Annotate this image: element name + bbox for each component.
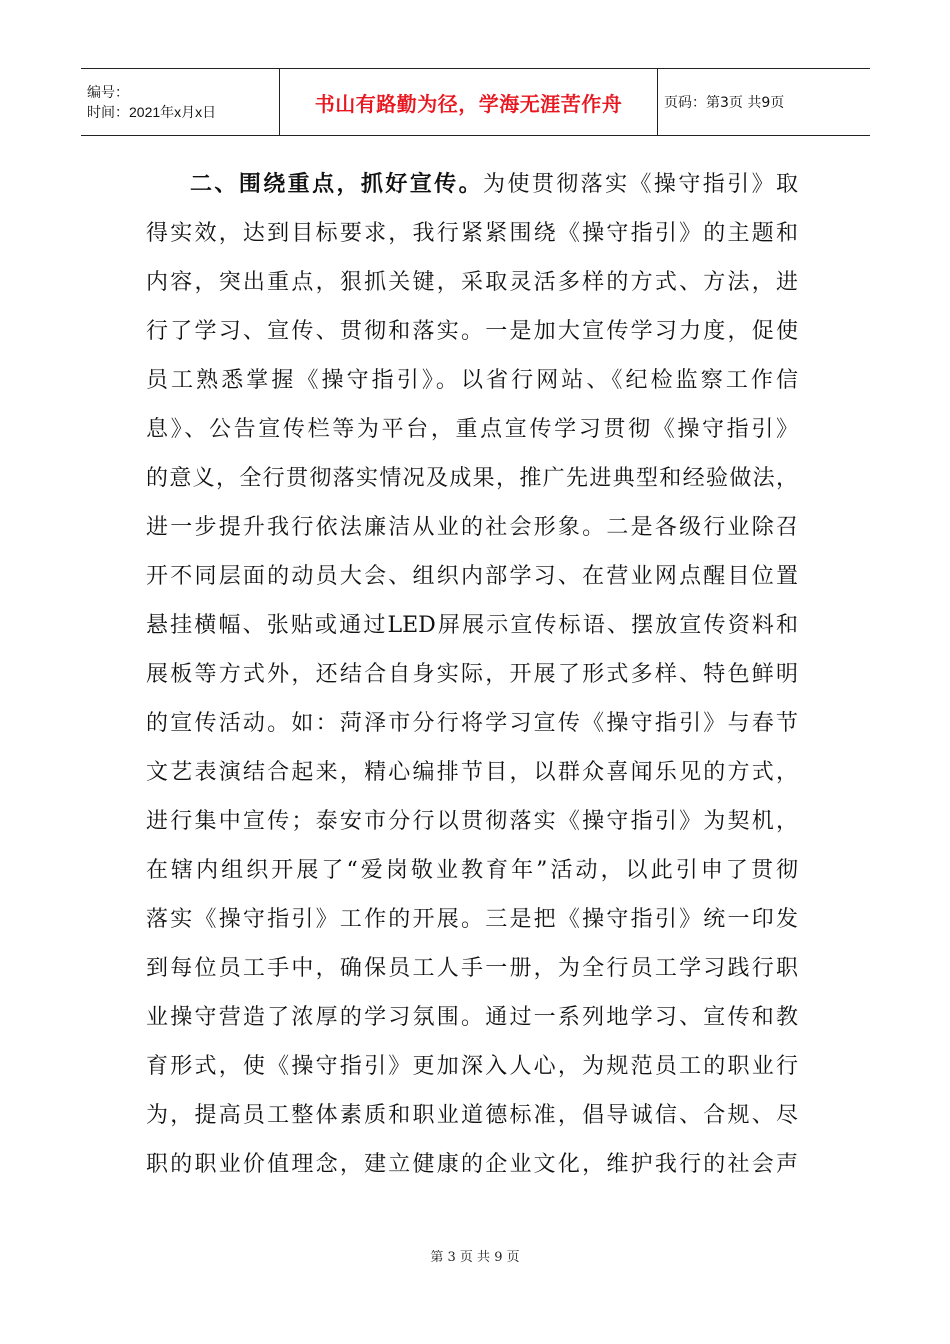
body-paragraph <box>146 160 798 1189</box>
text-line: 的宣传活动。如：菏泽市分行将学习宣传《操守指引》与春节 <box>146 711 798 736</box>
header-page-cell <box>658 69 870 135</box>
text-line-content: 为使贯彻落实《操守指引》取 <box>483 172 798 197</box>
header-motto: 书山有路勤为径，学海无涯苦作舟 <box>314 91 623 116</box>
text-line: 行了学习、宣传、贯彻和落实。一是加大宣传学习力度，促使 <box>146 319 798 344</box>
footer-page-number: 第 3 页 共 9 页 <box>430 1250 520 1265</box>
text-line: 为，提高员工整体素质和职业道德标准，倡导诚信、合规、尽 <box>146 1103 798 1128</box>
section-heading: 二、围绕重点，抓好宣传。 <box>190 172 483 197</box>
document-header <box>81 68 870 136</box>
text-line: 开不同层面的动员大会、组织内部学习、在营业网点醒目位置 <box>146 564 798 589</box>
document-number-label: 编号： <box>87 84 129 100</box>
text-line: 内容，突出重点，狠抓关键，采取灵活多样的方式、方法，进 <box>146 270 798 295</box>
page-footer <box>0 1246 950 1265</box>
text-line: 员工熟悉掌握《操守指引》。以省行网站、《纪检监察工作信 <box>146 368 798 393</box>
header-motto-cell <box>280 69 658 135</box>
text-line <box>146 160 798 209</box>
text-line: 息》、公告宣传栏等为平台，重点宣传学习贯彻《操守指引》 <box>146 417 798 442</box>
text-line: 在辖内组织开展了“爱岗敬业教育年”活动，以此引申了贯彻 <box>146 858 798 883</box>
document-body <box>146 160 798 1189</box>
text-line: 的意义，全行贯彻落实情况及成果，推广先进典型和经验做法， <box>146 466 798 491</box>
text-line: 到每位员工手中，确保员工人手一册，为全行员工学习践行职 <box>146 956 798 981</box>
header-meta <box>81 69 280 135</box>
text-line: 育形式，使《操守指引》更加深入人心，为规范员工的职业行 <box>146 1054 798 1079</box>
text-line: 进一步提升我行依法廉洁从业的社会形象。二是各级行业除召 <box>146 515 798 540</box>
text-line: 得实效，达到目标要求，我行紧紧围绕《操守指引》的主题和 <box>146 221 798 246</box>
text-line: 悬挂横幅、张贴或通过LED屏展示宣传标语、摆放宣传资料和 <box>146 613 798 638</box>
document-date: 时间：2021年x月x日 <box>87 104 217 120</box>
text-line: 文艺表演结合起来，精心编排节目，以群众喜闻乐见的方式， <box>146 760 798 785</box>
text-line: 落实《操守指引》工作的开展。三是把《操守指引》统一印发 <box>146 907 798 932</box>
text-line: 业操守营造了浓厚的学习氛围。通过一系列地学习、宣传和教 <box>146 1005 798 1030</box>
text-line: 展板等方式外，还结合自身实际，开展了形式多样、特色鲜明 <box>146 662 798 687</box>
header-page-info: 页码：第3页 共9页 <box>664 95 785 111</box>
text-line: 进行集中宣传；泰安市分行以贯彻落实《操守指引》为契机， <box>146 809 798 834</box>
text-line: 职的职业价值理念，建立健康的企业文化，维护我行的社会声 <box>146 1152 798 1177</box>
